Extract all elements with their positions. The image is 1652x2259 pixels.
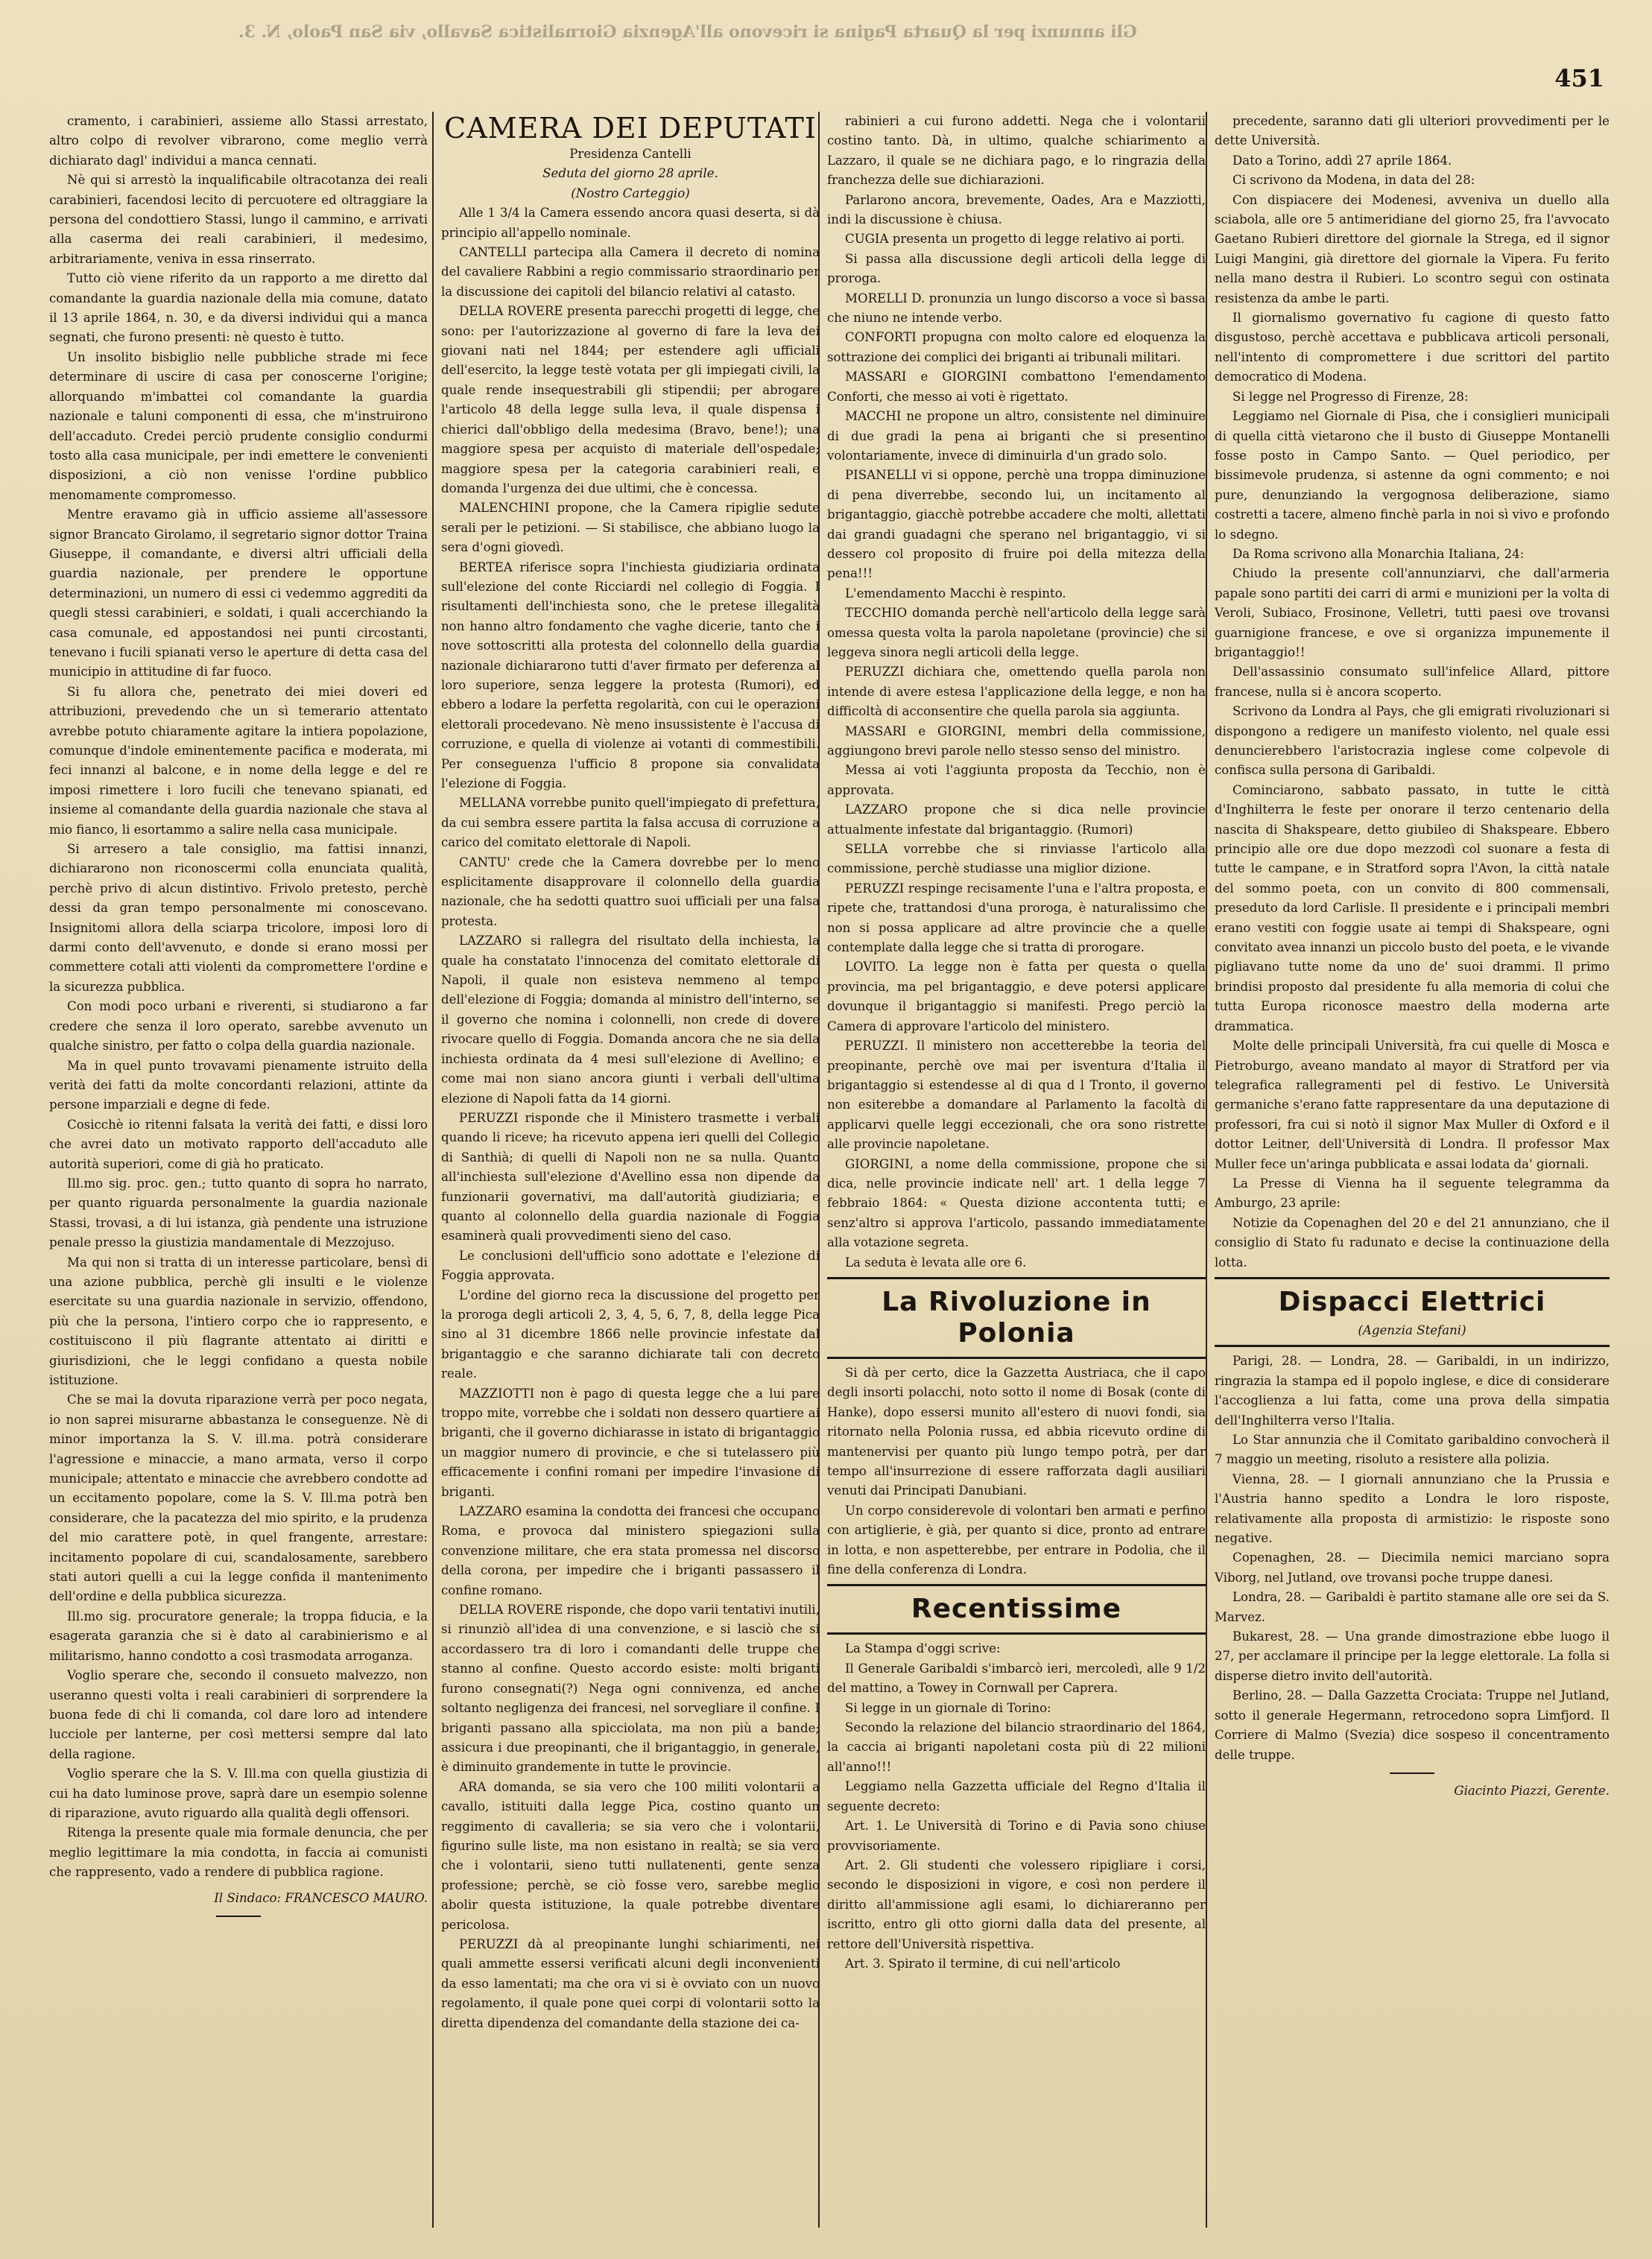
paragraph: Art. 3. Spirato il termine, di cui nell'articolo: [845, 1956, 1121, 1971]
paragraph: Tutto ciò viene riferito da un rapporto a me diretto dal comandante la guardia nazionale della mia comune, datato il 13 aprile 1864, n. 30, e da diversi individui qui a manca segnati, che furono presenti: nè questo è tutto.: [49, 271, 428, 345]
paragraph: Leggiamo nel Giornale di Pisa, che i consiglieri municipali di quella città vietarono che il busto di Giuseppe Montanelli fosse posto in Campo Santo. — Quel periodico, per bissimevole prudenza, si astenne da ogni commento; e noi pure, denunziando la vergognosa deliberazione, siamo costretti a tacere, almeno finchè parla in noi sì vivo e profondo lo sdegno.: [1215, 409, 1610, 542]
poland-article: [827, 1363, 1206, 1580]
paragraph: Cosicchè io ritenni falsata la verità dei fatti, e dissi loro che avrei dato un motivato rapporto dell'accaduto alle autorità superiori, come di già ho praticato.: [49, 1117, 428, 1171]
column-3: [827, 112, 1206, 2228]
recent-header-box: [827, 1584, 1206, 1635]
dispatch-header-box: [1215, 1277, 1610, 1347]
paragraph: Si passa alla discussione degli articoli della legge di proroga.: [827, 251, 1206, 286]
paragraph: PISANELLI vi si oppone, perchè una troppa diminuzione di pena diverrebbe, secondo lui, un incitamento al brigantaggio, giacchè potrebbe accadere che molti, allettati dai grandi guadagni che sperano nel brigantaggio, vi si dessero col proposito di fruire poi della mitezza della pena!!!: [827, 468, 1206, 581]
paragraph: La Presse di Vienna ha il seguente telegramma da Amburgo, 23 aprile:: [1215, 1176, 1610, 1211]
paragraph: Un insolito bisbiglio nelle pubbliche strade mi fece determinare di uscire di casa per conoscerne l'origine; allorquando m'imbattei col comandante la guardia nazionale e taluni componenti di essa, che m'instruirono dell'accaduto. Credei perciò prudente consiglio condurmi tosto alla casa municipale, per indi emettere le convenienti disposizioni, a ciò non venisse l'ordine pubblico menomamente compromesso.: [49, 349, 428, 502]
paragraph: PERUZZI respinge recisamente l'una e l'altra proposta, e ripete che, trattandosi d'una proroga, è naturalissimo che non si possa applicare ad altre provincie che a quelle contemplate dalla legge che si tratta di prorogare.: [827, 881, 1206, 955]
col1-article: [49, 112, 428, 1883]
paragraph: CUGIA presenta un progetto di legge relativo ai porti.: [845, 232, 1185, 247]
paragraph: Londra, 28. — Garibaldi è partito stamane alle ore sei da S. Marvez.: [1215, 1590, 1610, 1624]
paragraph: CANTU' crede che la Camera dovrebbe per lo meno esplicitamente disapprovare il colonnello della guardia nazionale, che ha sedotti quattro suoi ufficiali per una falsa protesta.: [441, 855, 820, 928]
paragraph: Voglio sperare che la S. V. Ill.ma con quella giustizia di cui ha dato luminose prove, saprà dare un esempio solenne di riparazione, avuto riguardo alla qualità degli offensori.: [49, 1767, 428, 1820]
paragraph: Art. 2. Gli studenti che volessero ripigliare i corsi, secondo le disposizioni in vigore, e così non perdere il diritto all'ammissione agli esami, lo dichiareranno per iscritto, entro gli otto giorni dalla data del presente, al rettore dell'Università rispettiva.: [827, 1857, 1206, 1951]
paragraph: Parlarono ancora, brevemente, Oades, Ara e Mazziotti, indi la discussione è chiusa.: [827, 192, 1206, 227]
paragraph: CANTELLI partecipa alla Camera il decreto di nomina del cavaliere Rabbini a regio commissario straordinario per la discussione dei capitoli del bilancio relativi al catasto.: [441, 245, 820, 299]
paragraph: rabinieri a cui furono addetti. Nega che i volontarii costino tanto. Dà, in ultimo, qualche schiarimento a Lazzaro, il quale se ne dichiara pago, e lo ringrazia della franchezza delle sue dichiarazioni.: [827, 114, 1206, 188]
paragraph: L'ordine del giorno reca la discussione del progetto per la proroga degli articoli 2, 3, 4, 5, 6, 7, 8, della legge Pica sino al 31 dicembre 1866 nelle provincie infestate dal brigantaggio e che saranno dichiarate tali con decreto reale.: [441, 1287, 820, 1381]
paragraph: Messa ai voti l'aggiunta proposta da Tecchio, non è approvata.: [827, 763, 1206, 797]
session-date: Seduta del giorno 28 aprile.: [542, 166, 718, 181]
column-rule: [1206, 112, 1207, 2228]
paragraph: LOVITO. La legge non è fatta per questa o quella provincia, ma pel brigantaggio, e deve potersi applicare dovunque il brigantaggio si manifesti. Prego perciò la Camera di approvare l'articolo del ministero.: [827, 960, 1206, 1033]
paragraph: Si fu allora che, penetrato dei miei doveri ed attribuzioni, prevedendo che un sì temerario attentato avrebbe potuto chiaramente agitare la intiera popolazione, comunque d'indole eminentemente pacifica e moderata, mi feci innanzi al balcone, e in nome della legge e del re imposi rimettere i loro fucili che tenevano spianati, ed insieme al comandante della guardia nazionale che stava al mio fianco, li esortammo a salire nella casa municipale.: [49, 684, 428, 837]
paragraph: LAZZARO si rallegra del risultato della inchiesta, la quale ha constatato l'innocenza del comitato elettorale di Napoli, il quale non esisteva nemmeno al tempo dell'elezione di Foggia; domanda al ministro dell'interno, se il governo che nomina i colonnelli, non crede di dovere rivocare quello di Foggia. Domanda ancora che ne sia della inchiesta ordinata da 4 mesi sull'elezione di Avellino; e come mai non siano ancora giunti i verbali dell'ultima elezione di Napoli fatta da 14 giorni.: [441, 934, 820, 1106]
paragraph: Ill.mo sig. procuratore generale; la troppa fiducia, e la esagerata garanzia che si è dato al carabinierismo e al militarismo, hanno condotto a così trasmodata arroganza.: [49, 1609, 428, 1663]
paragraph: Le conclusioni dell'ufficio sono adottate e l'elezione di Foggia approvata.: [441, 1248, 820, 1283]
paragraph: GIORGINI, a nome della commissione, propone che si dica, nelle provincie indicate nell' art. 1 della legge 7 febbraio 1864: « Questa dizione accontenta tutti; e senz'altro si approva l'articolo, passando immediatamente alla votazione segreta.: [827, 1156, 1206, 1250]
paragraph: PERUZZI dà al preopinante lunghi schiarimenti, nei quali ammette essersi verificati alcuni degli inconvenienti da esso lamentati; ma che ora vi si è ovviato con un nuovo regolamento, il quale pone quei corpi di volontarii sotto la diretta dipendenza del comandante della stazione dei ca-: [441, 1936, 820, 2030]
page-number: 451: [1554, 64, 1604, 92]
poland-header-box: [827, 1277, 1206, 1359]
poland-title: La Rivoluzione in Polonia: [882, 1286, 1151, 1349]
paragraph: Ritenga la presente quale mia formale denuncia, che per meglio legittimare la mia condotta, in faccia ai comunisti che rappresento, vado a rendere di pubblica ragione.: [49, 1825, 428, 1880]
paragraph: cramento, i carabinieri, assieme allo Stassi arrestato, altro colpo di revolver vibrarono, come meglio verrà dichiarato dagl' individui a manca cennati.: [49, 114, 428, 168]
dispatches: [1215, 1352, 1610, 1765]
paragraph: Berlino, 28. — Dalla Gazzetta Crociata: Truppe nel Jutland, sotto il generale Hegermann, retrocedono sopra Limfjord. Il Corriere di Malmo (Svezia) dice sospeso il concentramento delle truppe.: [1215, 1688, 1610, 1762]
paragraph: Notizie da Copenaghen del 20 e del 21 annunziano, che il consiglio di Stato fu radunato e decise la continuazione della lotta.: [1215, 1215, 1610, 1270]
paragraph: Da Roma scrivono alla Monarchia Italiana, 24:: [1232, 546, 1525, 561]
signature: Il Sindaco: FRANCESCO MAURO.: [214, 1890, 428, 1905]
paragraph: MALENCHINI propone, che la Camera ripiglie sedute serali per le petizioni. — Si stabilisce, che abbiano luogo la sera d'ogni giovedì.: [441, 501, 820, 555]
camera-report-continued: [827, 112, 1206, 1273]
bleed-through-text: Gli annunzi per la Quarta Pagina si ricevono all'Agenzia Giornalistica Savallo, via San Paolo, N. 3.: [238, 22, 1137, 42]
paragraph: DELLA ROVERE presenta parecchi progetti di legge, che sono: per l'autorizzazione al governo di fare la leva dei giovani nati nel 1844; per estendere agli ufficiali dell'esercito, la legge testè votata per gli impiegati civili, la quale rende insequestrabili gli stipendii; per abrogare l'articolo 48 della legge sulla leva, il quale dispensa i chierici dall'obbligo della medesima (Bravo, bene!); una maggiore spesa per acquisto di materiale dell'ospedale; maggiore spesa per la categoria carabinieri reali, e domanda l'urgenza dei due ultimi, che è concessa.: [441, 304, 820, 495]
camera-report: [441, 203, 820, 2033]
paragraph: Ma qui non si tratta di un interesse particolare, bensì di una azione pubblica, perchè gli insulti e le violenze esercitate su una guardia nazionale in servizio, offendono, più che la persona, l'intiero corpo che io rappresento, e costituiscono il più flagrante attentato ai diritti e giurisdizioni, che le leggi confidano a questa nobile istituzione.: [49, 1255, 428, 1387]
paragraph: MASSARI e GIORGINI combattono l'emendamento Conforti, che messo ai voti è rigettato.: [827, 370, 1206, 404]
paragraph: Art. 1. Le Università di Torino e di Pavia sono chiuse provvisoriamente.: [827, 1819, 1206, 1853]
recent-news: [827, 1639, 1206, 1974]
paragraph: ARA domanda, se sia vero che 100 militi volontarii a cavallo, istituiti dalla legge Pica, costino quanto un reggimento di cavalleria; se sia vero che i volontarii, figurino sulle liste, ma non esistano in realtà; se sia vero che i volontarii, sieno tutti nullatenenti, gente senza professione; perchè, se ciò fosse vero, sarebbe meglio abolir questa istituzione, la quale potrebbe diventare pericolosa.: [441, 1779, 820, 1932]
paragraph: Il giornalismo governativo fu cagione di questo fatto disgustoso, perchè accettava e pubblicava articoli personali, nell'intento di compromettere i due scrittori del partito democratico di Modena.: [1215, 311, 1610, 384]
paragraph: Molte delle principali Università, fra cui quelle di Mosca e Pietroburgo, aveano mandato al mayor di Stratford per via telegrafica rallegramenti pel di festivo. Le Università germaniche s'erano fatte rappresentare da una deputazione di professori, fra cui si notò il signor Max Muller di Oxford e il dottor Leitner, dell'Università di Londra. Il professor Max Muller fece un'aringa pubblicata e assai lodata da' giornali.: [1215, 1039, 1610, 1171]
paragraph: Bukarest, 28. — Una grande dimostrazione ebbe luogo il 27, per acclamare il principe per la legge elettorale. La folla si disperse dietro invito dell'autorità.: [1215, 1629, 1610, 1683]
paragraph: La seduta è levata alle ore 6.: [845, 1255, 1027, 1270]
recent-title: Recentissime: [911, 1594, 1122, 1625]
paragraph: Con dispiacere dei Modenesi, avveniva un duello alla sciabola, alle ore 5 antimeridiane del giorno 25, fra l'avvocato Gaetano Rubieri direttore del giornale la Strega, ed il signor Luigi Mangini, già direttore del giornale la Vipera. Fu ferito nella mano destra il Rubieri. Lo scontro seguì con ostinata resistenza da ambe le parti.: [1215, 192, 1610, 305]
paragraph: Copenaghen, 28. — Diecimila nemici marciano sopra Viborg, nel Jutland, ove trovansi poche truppe danesi.: [1215, 1550, 1610, 1585]
paragraph: Che se mai la dovuta riparazione verrà per poco negata, io non saprei misurarne abbastanza le conseguenze. Nè di minor importanza la S. V. ill.ma. potrà considerare l'agressione e minaccie, a mano armata, verso il corpo municipale; attentato e minaccie che avrebbero condotte ad un eccitamento popolare, come la S. V. Ill.ma potrà ben considerare, che la pacatezza del mio spirito, e la prudenza del mio carattere potè, in quel frangente, arrestare: incitamento popolare di cui, scandalosamente, sarebbero stati autori quelli a cui la legge confida il mantenimento dell'ordine e della pubblica sicurezza.: [49, 1393, 428, 1604]
paragraph: Ma in quel punto trovavami pienamente istruito della verità dei fatti da molte concordanti relazioni, attinte da persone imparziali e degne di fede.: [49, 1058, 428, 1112]
paragraph: Si arresero a tale consiglio, ma fattisi innanzi, dichiararono non riconoscermi colla enunciata qualità, perchè privo di alcun distintivo. Frivolo pretesto, perchè dessi da gran tempo personalmente mi conoscevano. Insignitomi allora della sciarpa tricolore, imposi loro di darmi conto dell'avvenuto, e donde si erano mossi per commettere cotali atti violenti da compromettere l'ordine e la sicurezza pubblica.: [49, 842, 428, 994]
paragraph: Ci scrivono da Modena, in data del 28:: [1232, 173, 1475, 188]
paragraph: Ill.mo sig. proc. gen.; tutto quanto di sopra ho narrato, per quanto riguarda personalmente la guardia nazionale Stassi, trovasi, a di lui istanza, già pendente una istruzione penale presso la giustizia mandamentale di Mezzojuso.: [49, 1176, 428, 1250]
paragraph: Nè qui si arrestò la inqualificabile oltracotanza dei reali carabinieri, facendosi lecito di percuotere ed oltraggiare la persona del condottiero Stassi, lungo il cammino, e arrivati alla caserma dei reali carabinieri, il medesimo, arbitrariamente, veniva in essa rinserrato.: [49, 173, 428, 266]
paragraph: Secondo la relazione del bilancio straordinario del 1864, la caccia ai briganti napoletani costa più di 22 milioni all'anno!!!: [827, 1720, 1206, 1774]
paragraph: Leggiamo nella Gazzetta ufficiale del Regno d'Italia il seguente decreto:: [827, 1779, 1206, 1813]
paragraph: Con modi poco urbani e riverenti, si studiarono a far credere che senza il loro operato, sarebbe avvenuto un qualche sinistro, per fatto o colpa della guardia nazionale.: [49, 999, 428, 1054]
column-rule: [432, 112, 434, 2228]
paragraph: La Stampa d'oggi scrive:: [845, 1641, 1001, 1656]
paragraph: Chiudo la presente coll'annunziarvi, che dall'armeria papale sono partiti dei carri di armi e munizioni per la volta di Veroli, Subiaco, Frosinone, Velletri, tutti paesi ove trovansi guarnigione francese, e ove si organizza impunemente il brigantaggio!!: [1215, 566, 1610, 659]
header-strip: [45, 10, 1622, 55]
paragraph: Scrivono da Londra al Pays, che gli emigrati rivoluzionari si dispongono a redigere un manifesto violento, nel quale essi denuncierebbero l'aristocrazia inglese come colpevole di confisca sulla persona di Garibaldi.: [1215, 704, 1610, 778]
paragraph: MACCHI ne propone un altro, consistente nel diminuire di due gradi la pena ai briganti che si presentino volontariamente, invece di diminuirla d'un grado solo.: [827, 409, 1206, 463]
column-2: [441, 112, 820, 2228]
paragraph: SELLA vorrebbe che si rinviasse l'articolo alla commissione, perchè studiasse una miglior dizione.: [827, 842, 1206, 876]
paragraph: LAZZARO propone che si dica nelle provincie attualmente infestate dal brigantaggio. (Rumori): [827, 802, 1206, 837]
paragraph: TECCHIO domanda perchè nell'articolo della legge sarà omessa questa volta la parola napoletane (provincie) che si leggeva sinora negli articoli della legge.: [827, 606, 1206, 659]
column-1: [49, 112, 428, 2228]
paragraph: DELLA ROVERE risponde, che dopo varii tentativi inutili, si rinunziò all'idea di una convenzione, e si lasciò che si accordassero tra di loro i comandanti delle truppe che stanno al confine. Questo accordo esiste: molti briganti furono consegnati(?) Nega ogni connivenza, ed anche soltanto negligenza dei francesi, nel sorvegliare il confine. I briganti passano alla spicciolata, ma non più a bande; assicura i due preopinanti, che il brigantaggio, in generale, è diminuito grandemente in tutte le provincie.: [441, 1603, 820, 1775]
paragraph: MORELLI D. pronunzia un lungo discorso a voce sì bassa che niuno ne intende verbo.: [827, 291, 1206, 326]
paragraph: CONFORTI propugna con molto calore ed eloquenza la sottrazione dei complici dei briganti ai tribunali militari.: [827, 330, 1206, 364]
news-items: [1215, 112, 1610, 1273]
paragraph: Lo Star annunzia che il Comitato garibaldino convocherà il 7 maggio un meeting, risoluto a resistere alla polizia.: [1215, 1433, 1610, 1467]
paragraph: MASSARI e GIORGINI, membri della commissione, aggiungono brevi parole nello stesso senso del ministro.: [827, 723, 1206, 758]
session-note: (Nostro Carteggio): [571, 186, 690, 200]
end-rule: [1390, 1772, 1434, 1774]
paragraph: PERUZZI dichiara che, omettendo quella parola non intende di avere estesa l'applicazione della legge, e non ha difficoltà di acconsentire che quella parola sia aggiunta.: [827, 665, 1206, 719]
paragraph: L'emendamento Macchi è respinto.: [845, 586, 1066, 601]
column-4: [1215, 112, 1610, 2228]
gerente: Giacinto Piazzi, Gerente.: [1454, 1783, 1610, 1798]
paragraph: Si dà per certo, dice la Gazzetta Austriaca, che il capo degli insorti polacchi, noto sotto il nome di Bosak (conte di Hanke), dopo essersi munito all'estero di nuovi fondi, sia ritornato nella Polonia russa, ed abbia ricevuto ordine di mantenervisi per quanto più lungo tempo potrà, per dar tempo all'insurrezione di essere rafforzata dagli ausiliari venuti dai Principati Danubiani.: [827, 1365, 1206, 1498]
dispatch-agency: (Agenzia Stefani): [1358, 1322, 1466, 1337]
paragraph: LAZZARO esamina la condotta dei francesi che occupano Roma, e provoca dal ministero spiegazioni sulla convenzione militare, che era stata promessa nel discorso della corona, per impedire che i briganti passassero il confine romano.: [441, 1504, 820, 1597]
paragraph: PERUZZI risponde che il Ministero trasmette i verbali quando li riceve; ha ricevuto appena ieri quelli del Collegio di Santhià; di quelli di Napoli non ne sa nulla. Quanto all'inchiesta sull'elezione d'Avellino essa non dipende da funzionarii governativi, ma dall'autorità giudiziaria; e quanto al colonnello della guardia nazionale di Foggia esaminerà quali provvedimenti sieno del caso.: [441, 1110, 820, 1243]
paragraph: Cominciarono, sabbato passato, in tutte le città d'Inghilterra le feste per onorare il terzo centenario della nascita di Shakspeare, detto giubileo di Shakspeare. Ebbero principio alle ore due dopo mezzodì col suonare a festa di tutte le campane, e in Stratford sopra l'Avon, la città natale del sommo poeta, con un convito di 800 commensali, preseduto da lord Carlisle. Il presidente e i principali membri erano vestiti con foggie usate ai tempi di Shakspeare, ogni convitato avea innanzi un piccolo busto del poeta, e le vivande pigliavano tutte nome da uno de' suoi drammi. Il primo brindisi proposto dal presidente fu alla memoria di colui che tutta Europa riconosce maestro della moderna arte drammatica.: [1215, 782, 1610, 1033]
paragraph: precedente, saranno dati gli ulteriori provvedimenti per le dette Università.: [1215, 114, 1610, 148]
end-rule: [216, 1916, 261, 1917]
paragraph: MELLANA vorrebbe punito quell'impiegato di prefettura, da cui sembra essere partita la falsa accusa di corruzione a carico del comitato elettorale di Napoli.: [441, 796, 820, 850]
dispatch-title: Dispacci Elettrici: [1278, 1286, 1546, 1317]
paragraph: Alle 1 3/4 la Camera essendo ancora quasi deserta, si dà principio all'appello nominale.: [441, 206, 820, 240]
paragraph: MAZZIOTTI non è pago di questa legge che a lui pare troppo mite, vorrebbe che i soldati non dessero quartiere ai briganti, che il governo dichiarasse in istato di brigantaggio un maggior numero di provincie, e che si tutelassero più efficacemente i confini romani per impedire l'invasione di briganti.: [441, 1386, 820, 1499]
paragraph: BERTEA riferisce sopra l'inchiesta giudiziaria ordinata sull'elezione del conte Ricciardi nel collegio di Foggia. I risultamenti dell'inchiesta sono, che le pretese illegalità non hanno altro fondamento che vaghe dicerie, tanto che i nove sottoscritti alla protesta del colonnello della guardia nazionale dichiararono tutti d'aver firmato per deferenza al loro superiore, senza leggere la protesta (Rumori), ed ebbero a lodare la perfetta regolarità, con cui le operazioni elettorali procedevano. Nè meno insussistente è l'accusa di corruzione, e quella di violenze ai votanti di commestibili. Per conseguenza l'ufficio 8 propone sia convalidata l'elezione di Foggia.: [441, 560, 820, 791]
paragraph: Mentre eravamo già in ufficio assieme all'assessore signor Brancato Girolamo, il segretario signor dottor Traina Giuseppe, il comandante, e diversi altri ufficiali della guardia nazionale, per prendere le opportune determinazioni, un numero di essi ci vedemmo aggrediti da quegli stessi carabinieri, e soldati, i quali accerchiando la casa comunale, ed appostandosi nei punti circostanti, tenevano i fucili spianati verso le aperture di detta casa del municipio in attitudine di far fuoco.: [49, 507, 428, 679]
paragraph: Voglio sperare che, secondo il consueto malvezzo, non useranno questi volta i reali carabinieri di sorprendere la buona fede di chi li comanda, col dare loro ad intendere lucciole per lanterne, per così mettersi sempre dal lato della ragione.: [49, 1668, 428, 1761]
paragraph: Un corpo considerevole di volontari ben armati e perfino con artiglierie, è già, per quanto si dice, pronto ad entrare in lotta, e non aspetterebbe, per entrare in Podolia, che il fine della conferenza di Londra.: [827, 1503, 1206, 1577]
camera-title: CAMERA DEI DEPUTATI: [444, 112, 817, 145]
paragraph: Parigi, 28. — Londra, 28. — Garibaldi, in un indirizzo, ringrazia la stampa ed il popolo inglese, e dice di considerare l'accoglienza a lui fatta, come una prova della simpatia dell'Inghilterra verso l'Italia.: [1215, 1354, 1610, 1428]
paragraph: Dato a Torino, addì 27 aprile 1864.: [1232, 153, 1452, 168]
paragraph: Dell'assassinio consumato sull'infelice Allard, pittore francese, nulla si è ancora scoperto.: [1215, 665, 1610, 699]
paragraph: Si legge in un giornale di Torino:: [845, 1700, 1051, 1715]
presidency: Presidenza Cantelli: [569, 147, 692, 161]
paragraph: Vienna, 28. — I giornali annunziano che la Prussia e l'Austria hanno spedito a Londra le loro risposte, relativamente alla proposta di armistizio: le risposte sono negative.: [1215, 1471, 1610, 1546]
paragraph: PERUZZI. Il ministero non accetterebbe la teoria del preopinante, perchè ove mai per isventura d'Italia il brigantaggio si estendesse al di qua d l Tronto, il governo non esiterebbe a domandare al Parlamento la facoltà di applicarvi quelle leggi eccezionali, che ora sono ristrette alle provincie napoletane.: [827, 1039, 1206, 1152]
paragraph: Il Generale Garibaldi s'imbarcò ieri, mercoledì, alle 9 1/2 del mattino, a Towey in Cornwall per Caprera.: [827, 1661, 1206, 1696]
paragraph: Si legge nel Progresso di Firenze, 28:: [1232, 389, 1469, 404]
